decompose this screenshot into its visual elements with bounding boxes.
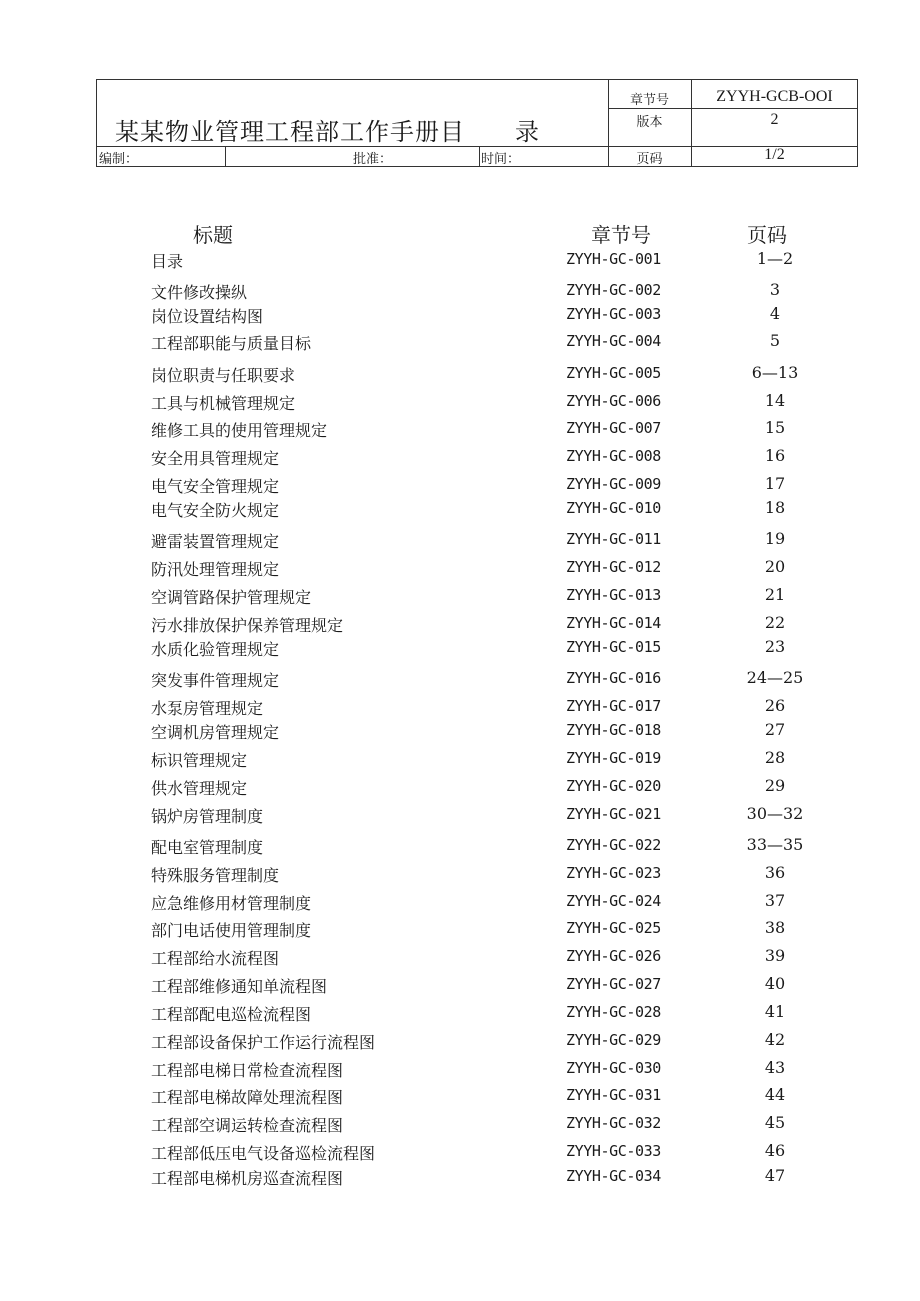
toc-row-code: ZYYH-GC-002 bbox=[566, 281, 661, 299]
toc-row-title: 岗位设置结构图 bbox=[151, 307, 264, 326]
toc-row-page: 46 bbox=[764, 1141, 786, 1160]
toc-row-title: 维修工具的使用管理规定 bbox=[151, 421, 328, 440]
toc-row-code: ZYYH-GC-028 bbox=[566, 1003, 661, 1021]
toc-row-code: ZYYH-GC-026 bbox=[566, 947, 661, 965]
toc-row-page: 29 bbox=[764, 776, 786, 795]
toc-row bbox=[0, 1058, 920, 1082]
toc-row bbox=[0, 696, 920, 720]
toc-row-title: 应急维修用材管理制度 bbox=[151, 894, 312, 913]
toc-row-title: 防汛处理管理规定 bbox=[151, 560, 280, 579]
toc-row bbox=[0, 918, 920, 942]
toc-row-title: 水泵房管理规定 bbox=[151, 699, 264, 718]
toc-row-code: ZYYH-GC-005 bbox=[566, 364, 661, 382]
toc-row bbox=[0, 668, 920, 692]
toc-row-code: ZYYH-GC-023 bbox=[566, 864, 661, 882]
toc-row-page: 15 bbox=[764, 418, 786, 437]
toc-row-title: 工程部空调运转检查流程图 bbox=[151, 1116, 344, 1135]
toc-row-page: 17 bbox=[764, 474, 786, 493]
toc-row bbox=[0, 529, 920, 553]
toc-row-code: ZYYH-GC-025 bbox=[566, 919, 661, 937]
toc-row-code: ZYYH-GC-032 bbox=[566, 1114, 661, 1132]
toc-row-code: ZYYH-GC-012 bbox=[566, 558, 661, 576]
toc-row-code: ZYYH-GC-006 bbox=[566, 392, 661, 410]
toc-row-code: ZYYH-GC-030 bbox=[566, 1059, 661, 1077]
toc-row-page: 43 bbox=[764, 1058, 786, 1077]
toc-row-code: ZYYH-GC-004 bbox=[566, 332, 661, 350]
toc-col-title: 标题 bbox=[193, 223, 233, 247]
toc-row-page: 40 bbox=[764, 974, 786, 993]
toc-row bbox=[0, 418, 920, 442]
toc-row bbox=[0, 280, 920, 304]
toc-row-code: ZYYH-GC-020 bbox=[566, 777, 661, 795]
toc-row-code: ZYYH-GC-033 bbox=[566, 1142, 661, 1160]
toc-row-page: 27 bbox=[764, 720, 786, 739]
toc-row-title: 工程部给水流程图 bbox=[151, 949, 280, 968]
toc-row bbox=[0, 637, 920, 661]
toc-row bbox=[0, 1113, 920, 1137]
toc-row-page: 5 bbox=[769, 331, 781, 350]
toc-row-title: 工程部电梯机房巡查流程图 bbox=[151, 1169, 344, 1188]
toc-row-page: 20 bbox=[764, 557, 786, 576]
toc-row-page: 6—13 bbox=[751, 363, 799, 382]
toc-row bbox=[0, 1030, 920, 1054]
toc-row-code: ZYYH-GC-018 bbox=[566, 721, 661, 739]
chapter-label: 章节号 bbox=[629, 93, 669, 108]
toc-row-title: 目录 bbox=[151, 252, 184, 271]
toc-row-code: ZYYH-GC-015 bbox=[566, 638, 661, 656]
editor-label: 编制： bbox=[99, 152, 139, 167]
document-title-main: 某某物业管理工程部工作手册目 bbox=[115, 118, 465, 146]
toc-row-code: ZYYH-GC-007 bbox=[566, 419, 661, 437]
toc-row-code: ZYYH-GC-003 bbox=[566, 305, 661, 323]
toc-row-title: 工程部电梯日常检查流程图 bbox=[151, 1061, 344, 1080]
toc-col-chapter: 章节号 bbox=[591, 223, 651, 247]
toc-row-page: 42 bbox=[764, 1030, 786, 1049]
document-header bbox=[96, 79, 858, 167]
toc-row-code: ZYYH-GC-024 bbox=[566, 892, 661, 910]
toc-row-page: 44 bbox=[764, 1085, 786, 1104]
toc-row-page: 24—25 bbox=[746, 668, 804, 687]
toc-row-page: 18 bbox=[764, 498, 786, 517]
toc-row bbox=[0, 720, 920, 744]
toc-row-title: 工程部电梯故障处理流程图 bbox=[151, 1088, 344, 1107]
toc-col-page: 页码 bbox=[747, 223, 787, 247]
toc-row-title: 供水管理规定 bbox=[151, 779, 248, 798]
toc-row bbox=[0, 304, 920, 328]
toc-row-title: 工程部职能与质量目标 bbox=[151, 334, 312, 353]
toc-row-page: 23 bbox=[764, 637, 786, 656]
toc-row-title: 污水排放保护保养管理规定 bbox=[151, 616, 344, 635]
toc-row-title: 部门电话使用管理制度 bbox=[151, 921, 312, 940]
toc-row-page: 28 bbox=[764, 748, 786, 767]
toc-row-page: 37 bbox=[764, 891, 786, 910]
toc-row bbox=[0, 891, 920, 915]
toc-row bbox=[0, 498, 920, 522]
toc-row bbox=[0, 585, 920, 609]
toc-row bbox=[0, 249, 920, 273]
header-divider bbox=[225, 146, 226, 167]
toc-row-page: 19 bbox=[764, 529, 786, 548]
toc-row-page: 39 bbox=[764, 946, 786, 965]
toc-row-title: 工程部设备保护工作运行流程图 bbox=[151, 1033, 376, 1052]
toc-row-code: ZYYH-GC-001 bbox=[566, 250, 661, 268]
toc-row-page: 47 bbox=[764, 1166, 786, 1185]
toc-row-page: 38 bbox=[764, 918, 786, 937]
toc-row bbox=[0, 391, 920, 415]
toc-row-code: ZYYH-GC-027 bbox=[566, 975, 661, 993]
page-label: 页码 bbox=[636, 152, 663, 167]
time-label: 时间： bbox=[481, 152, 521, 167]
toc-row-page: 4 bbox=[769, 304, 781, 323]
toc-row bbox=[0, 474, 920, 498]
toc-row-title: 特殊服务管理制度 bbox=[151, 866, 280, 885]
toc-row-code: ZYYH-GC-019 bbox=[566, 749, 661, 767]
toc-row-code: ZYYH-GC-014 bbox=[566, 614, 661, 632]
toc-row-title: 电气安全防火规定 bbox=[151, 501, 280, 520]
toc-row-code: ZYYH-GC-008 bbox=[566, 447, 661, 465]
toc-row bbox=[0, 1141, 920, 1165]
toc-row-page: 21 bbox=[764, 585, 786, 604]
toc-row-code: ZYYH-GC-031 bbox=[566, 1086, 661, 1104]
toc-row-title: 空调管路保护管理规定 bbox=[151, 588, 312, 607]
toc-row-title: 配电室管理制度 bbox=[151, 838, 264, 857]
toc-row-title: 工具与机械管理规定 bbox=[151, 394, 296, 413]
toc-row-code: ZYYH-GC-017 bbox=[566, 697, 661, 715]
toc-row-code: ZYYH-GC-010 bbox=[566, 499, 661, 517]
chapter-value: ZYYH-GCB-OOI bbox=[716, 88, 833, 105]
toc-row bbox=[0, 804, 920, 828]
toc-row-code: ZYYH-GC-034 bbox=[566, 1167, 661, 1185]
toc-row bbox=[0, 1002, 920, 1026]
toc-row bbox=[0, 863, 920, 887]
toc-row bbox=[0, 1085, 920, 1109]
toc-row-title: 安全用具管理规定 bbox=[151, 449, 280, 468]
toc-row-title: 空调机房管理规定 bbox=[151, 723, 280, 742]
toc-row-code: ZYYH-GC-011 bbox=[566, 530, 661, 548]
approve-label: 批准： bbox=[353, 152, 393, 167]
toc-row-title: 工程部低压电气设备巡检流程图 bbox=[151, 1144, 376, 1163]
header-divider bbox=[608, 108, 858, 109]
toc-row-title: 避雷装置管理规定 bbox=[151, 532, 280, 551]
toc-row-page: 26 bbox=[764, 696, 786, 715]
toc-row bbox=[0, 363, 920, 387]
toc-row bbox=[0, 748, 920, 772]
toc-row-code: ZYYH-GC-029 bbox=[566, 1031, 661, 1049]
toc-row-code: ZYYH-GC-013 bbox=[566, 586, 661, 604]
toc-row-title: 水质化验管理规定 bbox=[151, 640, 280, 659]
toc-row-page: 22 bbox=[764, 613, 786, 632]
document-title bbox=[115, 112, 540, 147]
toc-row-page: 16 bbox=[764, 446, 786, 465]
toc-row-page: 30—32 bbox=[746, 804, 804, 823]
version-value: 2 bbox=[770, 111, 779, 128]
toc-row-code: ZYYH-GC-016 bbox=[566, 669, 661, 687]
toc-row bbox=[0, 331, 920, 355]
toc-row-title: 电气安全管理规定 bbox=[151, 477, 280, 496]
toc-row bbox=[0, 613, 920, 637]
toc-row-page: 41 bbox=[764, 1002, 786, 1021]
toc-row-page: 36 bbox=[764, 863, 786, 882]
toc-row bbox=[0, 446, 920, 470]
toc-row-title: 标识管理规定 bbox=[151, 751, 248, 770]
toc-row bbox=[0, 974, 920, 998]
version-label: 版本 bbox=[636, 115, 663, 130]
document-title-end: 录 bbox=[515, 118, 540, 146]
toc-row-title: 突发事件管理规定 bbox=[151, 671, 280, 690]
header-divider bbox=[479, 146, 480, 167]
toc-row-title: 岗位职责与任职要求 bbox=[151, 366, 296, 385]
toc-row-title: 工程部配电巡检流程图 bbox=[151, 1005, 312, 1024]
toc-row bbox=[0, 1166, 920, 1190]
toc-row-page: 3 bbox=[769, 280, 781, 299]
toc-row-page: 45 bbox=[764, 1113, 786, 1132]
toc-row-code: ZYYH-GC-009 bbox=[566, 475, 661, 493]
toc-row-page: 1—2 bbox=[756, 249, 794, 268]
toc-row-code: ZYYH-GC-021 bbox=[566, 805, 661, 823]
toc-row-title: 锅炉房管理制度 bbox=[151, 807, 264, 826]
toc-row-page: 14 bbox=[764, 391, 786, 410]
toc-row-title: 工程部维修通知单流程图 bbox=[151, 977, 328, 996]
toc-row bbox=[0, 776, 920, 800]
toc-row bbox=[0, 557, 920, 581]
toc-row-code: ZYYH-GC-022 bbox=[566, 836, 661, 854]
page-value: 1/2 bbox=[764, 146, 785, 163]
toc-row bbox=[0, 835, 920, 859]
toc-row-page: 33—35 bbox=[746, 835, 804, 854]
toc-row-title: 文件修改操纵 bbox=[151, 283, 248, 302]
toc-row bbox=[0, 946, 920, 970]
